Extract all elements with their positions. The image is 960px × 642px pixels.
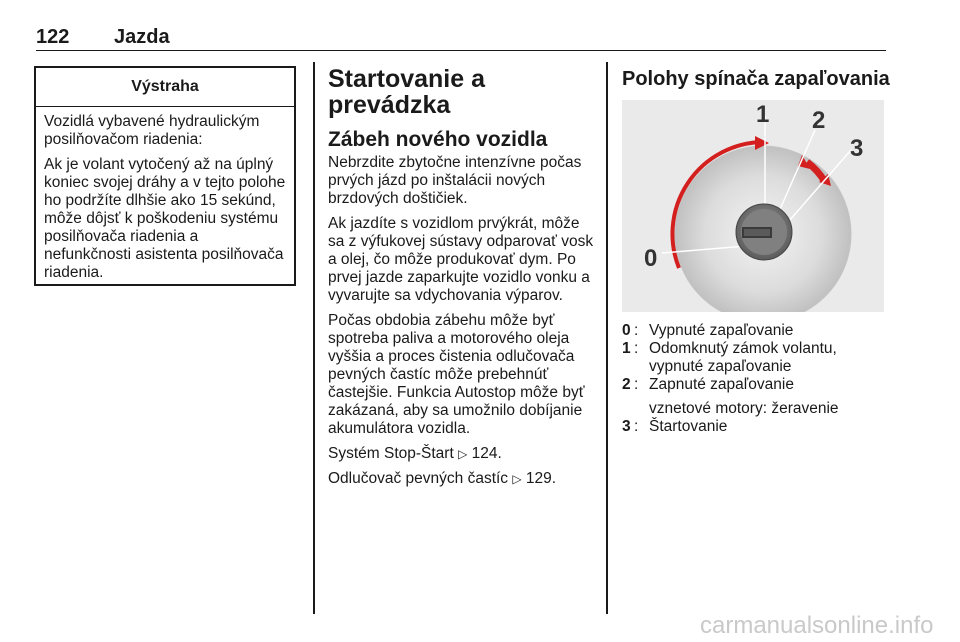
legend-text: Vypnuté zapaľovanie [649,322,794,339]
column-divider [313,62,315,614]
section-subheading: Zábeh nového vozidla [328,128,548,151]
reference-page: 124. [471,445,502,462]
chapter-title: Jazda [114,26,170,48]
key-slot-inner [744,229,770,236]
cross-reference[interactable] [328,470,596,488]
legend-number: 0 [622,322,631,339]
legend-separator: : [634,376,639,393]
legend-text: Štartovanie [649,418,728,435]
cross-reference[interactable] [328,445,596,463]
warning-title: Výstraha [36,68,294,107]
page-arrow-icon: ▷ [512,472,522,486]
legend-number: 1 [622,340,631,357]
legend-item [622,340,884,376]
body-paragraph: Nebrzdite zbytočne intenzívne počas prvých jázd po inštalácii nových brzdových doštičiek. [328,154,582,207]
section-heading: Startovanie a prevádzka [328,65,486,119]
legend-separator: : [634,322,639,339]
figure-legend [622,322,884,436]
section-ignition-positions [622,66,890,435]
legend-number: 2 [622,376,631,393]
warning-box [34,66,296,286]
reference-text: Systém Stop-Štart [328,445,454,462]
section-heading: Polohy spínača zapaľovania [622,68,890,90]
ignition-switch-illustration [622,100,884,312]
legend-item [622,322,884,340]
reference-page: 129. [525,470,557,487]
ignition-switch-figure [622,100,884,312]
legend-subtext: vznetové motory: žeravenie [649,400,839,417]
warning-paragraph: Ak je volant vytočený až na úplný koniec svojej dráhy a v tejto polohe ho podržíte dlhšie ako 15 sekúnd, môže dôjsť k poškodeniu systému posilňovača riadenia a nefunkčnosti asistenta posilňovača riadenia. [44,156,286,281]
legend-number: 3 [622,418,631,435]
page-arrow-icon: ▷ [458,447,468,461]
warning-paragraph: Vozidlá vybavené hydraulickým posilňovačom riadenia: [44,113,260,148]
legend-text: Zapnuté zapaľovanie [649,376,794,393]
reference-text: Odlučovač pevných častíc [328,470,509,487]
legend-separator: : [634,418,639,435]
body-paragraph: Počas obdobia zábehu môže byť spotreba paliva a motorového oleja vyššia a proces čistenia odlučovača pevných častíc môže prebehnúť častejšie. Funkcia Autostop môže byť zakázaná, aby sa umožnilo dobíjanie akumulátora vozidla. [328,312,585,437]
position-label-1: 1 [756,101,770,128]
legend-text: Odomknutý zámok volantu, vypnuté zapaľovanie [649,340,837,375]
section-startovanie [328,66,596,495]
page-number: 122 [36,26,70,48]
legend-separator: : [634,340,639,357]
position-label-0: 0 [644,245,658,272]
legend-item [622,418,884,436]
column-divider [606,62,608,614]
warning-body [36,107,294,282]
page-header [36,22,886,51]
position-label-3: 3 [850,135,864,162]
legend-item [622,376,884,394]
watermark: carmanualsonline.info [700,612,934,639]
position-label-2: 2 [812,107,826,134]
body-paragraph: Ak jazdíte s vozidlom prvýkrát, môže sa z výfukovej sústavy odparovať vosk a olej, čo môže produkovať dym. Po prvej jazde zaparkujte vozidlo vonku a vyvarujte sa vdychovania výparov. [328,215,594,304]
